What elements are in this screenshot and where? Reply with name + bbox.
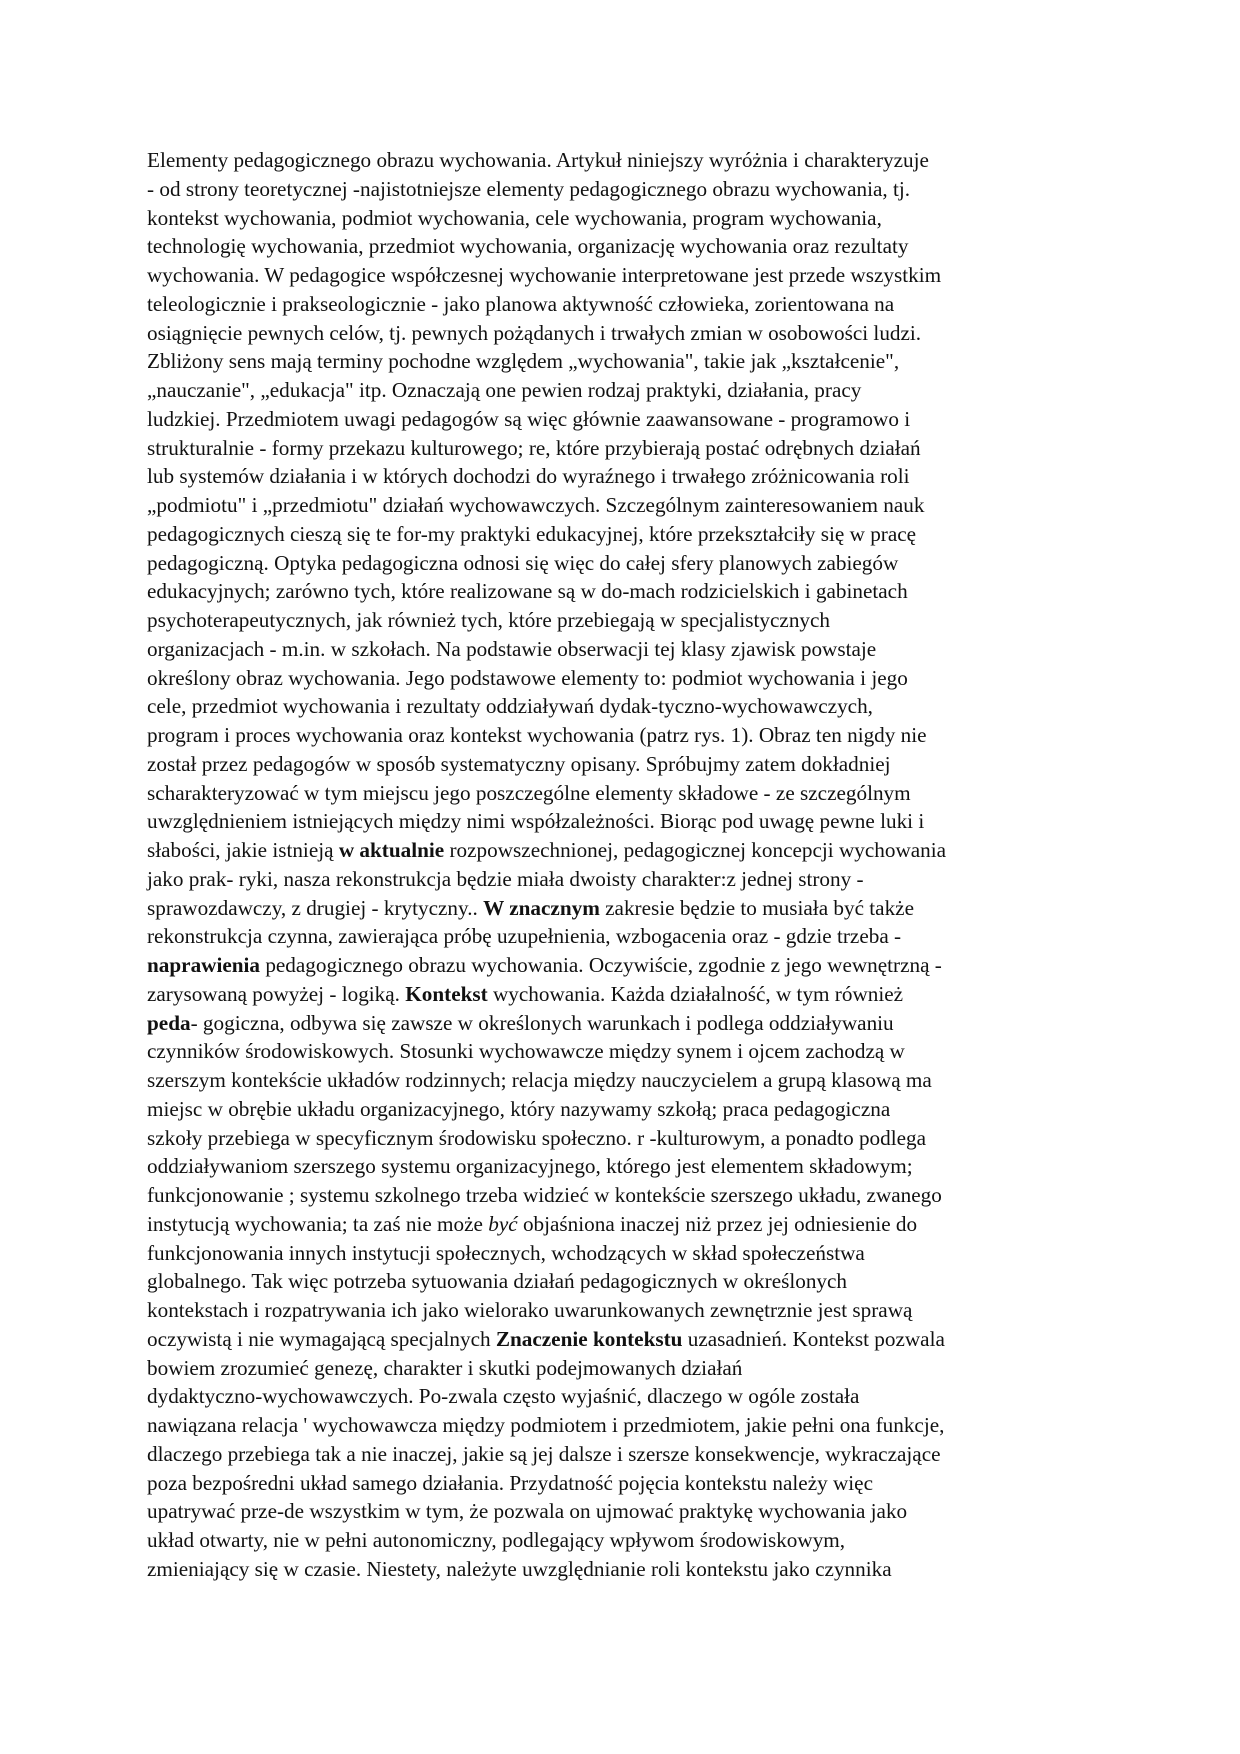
text-run: Elementy pedagogicznego obrazu wychowania. Artykuł niniejszy wyróżnia i charakteryzuje	[147, 148, 929, 172]
text-line	[147, 1152, 1097, 1181]
text-run: szkoły przebiega w specyficznym środowisku społeczno. r -kulturowym, a ponadto podlega	[147, 1125, 927, 1150]
text-run: nawiązana relacja ' wychowawcza między podmiotem i przedmiotem, jakie pełni ona funkcje,	[147, 1413, 945, 1437]
text-line	[147, 1009, 1097, 1038]
bold-text-run: W znacznym	[483, 895, 600, 920]
text-line	[147, 750, 1097, 779]
text-line	[147, 146, 1097, 175]
text-line	[147, 1440, 1097, 1469]
text-run: cele, przedmiot wychowania i rezultaty oddziaływań dydak-tyczno-wychowawczych,	[147, 694, 873, 719]
text-run: wychowania. W pedagogice współczesnej wychowanie interpretowane jest przede wszystkim	[147, 263, 942, 287]
text-line	[147, 1239, 1097, 1268]
text-run: osiągnięcie pewnych celów, tj. pewnych pożądanych i trwałych zmian w osobowości ludzi.	[147, 320, 922, 345]
text-run: „podmiotu" i „przedmiotu" działań wychowawczych. Szczególnym zainteresowaniem nauk	[147, 493, 925, 517]
text-run: edukacyjnych; zarówno tych, które realizowane są w do-mach rodzicielskich i gabinetach	[147, 579, 908, 604]
text-line	[147, 347, 1097, 376]
text-line	[147, 520, 1097, 549]
text-run: układ otwarty, nie w pełni autonomiczny, podlegający wpływom środowiskowym,	[147, 1528, 846, 1552]
text-line	[147, 434, 1097, 463]
text-run: pedagogiczną. Optyka pedagogiczna odnosi się więc do całej sfery planowych zabiegów	[147, 550, 899, 575]
text-run: uwzględnieniem istniejących między nimi współzależności. Biorąc pod uwagę pewne luki i	[147, 809, 925, 834]
text-run: psychoterapeutycznych, jak również tych, które przebiegają w specjalistycznych	[147, 608, 831, 632]
text-line	[147, 980, 1097, 1009]
text-run: objaśniona inaczej niż przez jej odniesienie do	[517, 1211, 918, 1236]
text-run: Zbliżony sens mają terminy pochodne względem „wychowania", takie jak „kształcenie",	[147, 349, 900, 374]
text-line	[147, 175, 1097, 204]
text-line	[147, 1181, 1097, 1210]
bold-text-run: w aktualnie	[338, 838, 445, 862]
text-line	[147, 1354, 1097, 1383]
text-run: został przez pedagogów w sposób systematyczny opisany. Spróbujmy zatem dokładniej	[147, 751, 891, 776]
text-line	[147, 606, 1097, 635]
text-run: dlaczego przebiega tak a nie inaczej, jakie są jej dalsze i szersze konsekwencje, wykraczające	[147, 1441, 941, 1466]
bold-text-run: peda	[147, 1010, 191, 1035]
text-run: - gogiczna, odbywa się zawsze w określonych warunkach i podlega oddziaływaniu	[190, 1010, 894, 1035]
text-line	[147, 779, 1097, 808]
text-run: funkcjonowanie ; systemu szkolnego trzeba widzieć w kontekście szerszego układu, zwanego	[147, 1183, 942, 1207]
text-run: strukturalnie - formy przekazu kulturowego; re, które przybierają postać odrębnych działań	[147, 435, 921, 460]
text-line	[147, 491, 1097, 520]
italic-text-run: być	[488, 1211, 518, 1236]
text-run: globalnego. Tak więc potrzeba sytuowania działań pedagogicznych w określonych	[147, 1269, 848, 1294]
text-run: określony obraz wychowania. Jego podstawowe elementy to: podmiot wychowania i jego	[147, 665, 908, 690]
text-line	[147, 951, 1097, 980]
text-run: technologię wychowania, przedmiot wychowania, organizację wychowania oraz rezultaty	[147, 234, 909, 259]
text-line	[147, 577, 1097, 606]
text-run: bowiem zrozumieć genezę, charakter i skutki podejmowanych działań	[147, 1355, 743, 1380]
text-line	[147, 1267, 1097, 1296]
text-run: ludzkiej. Przedmiotem uwagi pedagogów są więc głównie zaawansowane - programowo i	[147, 406, 911, 431]
text-run: organizacjach - m.in. w szkołach. Na podstawie obserwacji tej klasy zjawisk powstaje	[147, 636, 877, 661]
text-run: szerszym kontekście układów rodzinnych; relacja między nauczycielem a grupą klasową ma	[147, 1068, 932, 1092]
bold-text-run: Znaczenie kontekstu	[495, 1326, 683, 1351]
text-line	[147, 549, 1097, 578]
text-run: - od strony teoretycznej -najistotniejsze elementy pedagogicznego obrazu wychowania, tj.	[147, 176, 911, 201]
text-line	[147, 1411, 1097, 1440]
text-run: teleologicznie i prakseologicznie - jako planowa aktywność człowieka, zorientowana na	[147, 291, 895, 316]
text-run: kontekst wychowania, podmiot wychowania, cele wychowania, program wychowania,	[147, 205, 882, 230]
text-run: pedagogicznych cieszą się te for-my praktyki edukacyjnej, które przekształciły się w pracę	[147, 521, 917, 546]
text-run: poza bezpośredni układ samego działania. Przydatność pojęcia kontekstu należy więc	[147, 1470, 873, 1495]
text-run: scharakteryzować w tym miejscu jego poszczególne elementy składowe - ze szczególnym	[147, 780, 911, 805]
text-run: „nauczanie", „edukacja" itp. Oznaczają one pewien rodzaj praktyki, działania, pracy	[147, 378, 862, 402]
text-run: jako prak- ryki, nasza rekonstrukcja będzie miała dwoisty charakter:z jednej strony -	[147, 866, 864, 891]
text-line	[147, 376, 1097, 405]
text-line	[147, 635, 1097, 664]
text-run: zarysowaną powyżej - logiką.	[147, 981, 406, 1006]
text-line	[147, 836, 1097, 865]
text-run: rekonstrukcja czynna, zawierająca próbę uzupełnienia, wzbogacenia oraz - gdzie trzeba -	[147, 924, 902, 949]
text-run: pedagogicznego obrazu wychowania. Oczywiście, zgodnie z jego wewnętrzną -	[260, 953, 942, 977]
bold-text-run: Kontekst	[405, 981, 488, 1006]
text-line	[147, 405, 1097, 434]
text-line	[147, 1497, 1097, 1526]
text-line	[147, 319, 1097, 348]
text-line	[147, 1526, 1097, 1555]
text-run: lub systemów działania i w których dochodzi do wyraźnego i trwałego zróżnicowania roli	[147, 464, 910, 489]
text-run: funkcjonowania innych instytucji społecznych, wchodzących w skład społeczeństwa	[147, 1240, 865, 1265]
text-line	[147, 462, 1097, 491]
text-run: program i proces wychowania oraz kontekst wychowania (patrz rys. 1). Obraz ten nigdy nie	[147, 723, 927, 747]
text-run: sprawozdawczy, z drugiej - krytyczny..	[147, 895, 484, 920]
text-run: czynników środowiskowych. Stosunki wychowawcze między synem i ojcem zachodzą w	[147, 1039, 905, 1064]
text-line	[147, 1382, 1097, 1411]
text-line	[147, 1296, 1097, 1325]
text-line	[147, 1469, 1097, 1498]
document-body-text	[147, 146, 1097, 1584]
text-line	[147, 721, 1097, 750]
text-line	[147, 1066, 1097, 1095]
text-line	[147, 1325, 1097, 1354]
text-line	[147, 261, 1097, 290]
text-run: rozpowszechnionej, pedagogicznej koncepcji wychowania	[444, 838, 947, 862]
text-line	[147, 1124, 1097, 1153]
text-run: kontekstach i rozpatrywania ich jako wielorako uwarunkowanych zewnętrznie jest sprawą	[147, 1298, 913, 1322]
text-line	[147, 1095, 1097, 1124]
text-line	[147, 692, 1097, 721]
text-line	[147, 807, 1097, 836]
text-line	[147, 894, 1097, 923]
text-line	[147, 1555, 1097, 1584]
text-line	[147, 865, 1097, 894]
text-run: uzasadnień. Kontekst pozwala	[682, 1326, 945, 1351]
text-run: instytucją wychowania; ta zaś nie może	[147, 1211, 489, 1236]
text-run: dydaktyczno-wychowawczych. Po-zwala często wyjaśnić, dlaczego w ogóle została	[147, 1384, 860, 1409]
text-line	[147, 232, 1097, 261]
text-run: oczywistą i nie wymagającą specjalnych	[147, 1326, 496, 1351]
text-run: miejsc w obrębie układu organizacyjnego, który nazywamy szkołą; praca pedagogiczna	[147, 1096, 891, 1121]
text-run: wychowania. Każda działalność, w tym również	[487, 981, 904, 1006]
text-run: zakresie będzie to musiała być także	[599, 895, 914, 920]
text-run: słabości, jakie istnieją	[147, 838, 339, 862]
text-line	[147, 1037, 1097, 1066]
text-line	[147, 204, 1097, 233]
bold-text-run: naprawienia	[147, 953, 261, 977]
text-line	[147, 922, 1097, 951]
text-run: upatrywać prze-de wszystkim w tym, że pozwala on ujmować praktykę wychowania jako	[147, 1499, 908, 1524]
text-line	[147, 664, 1097, 693]
text-line	[147, 1210, 1097, 1239]
text-run: oddziaływaniom szerszego systemu organizacyjnego, którego jest elementem składowym;	[147, 1154, 913, 1179]
text-run: zmieniający się w czasie. Niestety, należyte uwzględnianie roli kontekstu jako czynnika	[147, 1556, 892, 1581]
text-line	[147, 290, 1097, 319]
